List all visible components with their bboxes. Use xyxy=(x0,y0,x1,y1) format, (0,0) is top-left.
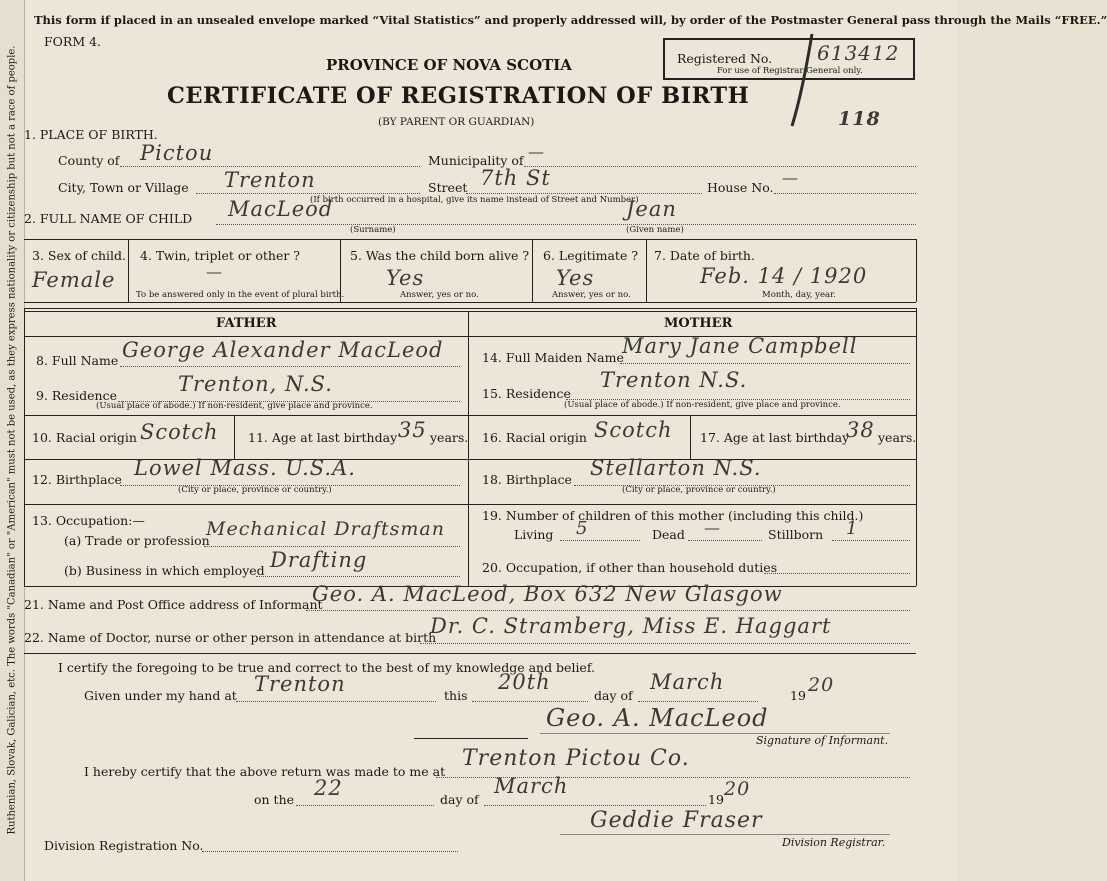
registered-number: 613412 xyxy=(817,41,900,65)
father-name: George Alexander MacLeod xyxy=(122,338,444,362)
page-title: CERTIFICATE OF REGISTRATION OF BIRTH xyxy=(167,83,750,109)
municipality-label: Municipality of xyxy=(428,153,524,168)
informant-signature-label: Signature of Informant. xyxy=(756,734,889,747)
child-given-name: Jean xyxy=(626,197,677,221)
county-value: Pictou xyxy=(140,141,214,165)
doctor-label: 22. Name of Doctor, nurse or other person in attendance at birth xyxy=(24,630,437,645)
alive-label: 5. Was the child born alive ? xyxy=(350,248,530,263)
mother-birthplace: Stellarton N.S. xyxy=(590,456,762,480)
pen-stroke-mark xyxy=(770,30,830,130)
house-label: House No. xyxy=(707,180,774,195)
hospital-note: (If birth occurred in a hospital, give its name instead of Street and Number) xyxy=(310,195,639,205)
certify-year-prefix: 19 xyxy=(790,688,806,703)
father-race: Scotch xyxy=(140,420,219,444)
registrar-statement: I hereby certify that the above return was made to me at xyxy=(84,764,446,779)
stillborn-label: Stillborn xyxy=(768,527,824,542)
registrar-on-the-label: on the xyxy=(254,792,295,807)
doctor-value: Dr. C. Stramberg, Miss E. Haggart xyxy=(430,614,832,638)
stillborn-value: 1 xyxy=(846,518,859,539)
father-birthplace: Lowel Mass. U.S.A. xyxy=(134,456,356,480)
father-trade-label: (a) Trade or profession xyxy=(64,533,210,548)
dob-note: Month, day, year. xyxy=(762,290,836,300)
legitimate-value: Yes xyxy=(556,266,595,290)
legitimate-note: Answer, yes or no. xyxy=(552,290,631,300)
informant-signature: Geo. A. MacLeod xyxy=(546,704,769,732)
alive-value: Yes xyxy=(386,266,425,290)
mother-children-label: 19. Number of children of this mother (including this child.) xyxy=(482,508,864,523)
given-under-label: Given under my hand at xyxy=(84,688,237,703)
mother-occupation-label: 20. Occupation, if other than household duties xyxy=(482,560,778,575)
street-value: 7th St xyxy=(480,166,551,190)
father-residence-note: (Usual place of abode.) If non-resident, give place and province. xyxy=(96,401,373,411)
father-business-label: (b) Business in which employed xyxy=(64,563,265,578)
registrar-month: March xyxy=(494,774,569,798)
place-of-birth-heading: 1. PLACE OF BIRTH. xyxy=(24,127,158,142)
mother-heading: MOTHER xyxy=(664,316,733,331)
living-value: 5 xyxy=(576,518,589,539)
legitimate-label: 6. Legitimate ? xyxy=(543,248,639,263)
father-birthplace-label: 12. Birthplace xyxy=(32,472,122,487)
mother-race-label: 16. Racial origin xyxy=(482,430,587,445)
informant-label: 21. Name and Post Office address of Informant xyxy=(24,597,323,612)
twin-note: To be answered only in the event of plural birth. xyxy=(136,290,345,300)
dead-value: — xyxy=(704,518,721,537)
county-label: County of xyxy=(58,153,120,168)
registrar-day-of-label: day of xyxy=(440,792,479,807)
informant-value: Geo. A. MacLeod, Box 632 New Glasgow xyxy=(312,582,783,606)
father-heading: FATHER xyxy=(216,316,277,331)
alive-note: Answer, yes or no. xyxy=(400,290,479,300)
mother-residence-note: (Usual place of abode.) If non-resident, give place and province. xyxy=(564,400,841,410)
twin-label: 4. Twin, triplet or other ? xyxy=(140,248,300,263)
province-heading: PROVINCE OF NOVA SCOTIA xyxy=(326,56,572,74)
given-note: (Given name) xyxy=(626,225,684,235)
father-residence: Trenton, N.S. xyxy=(178,372,333,396)
house-value: — xyxy=(782,168,799,187)
mother-residence: Trenton N.S. xyxy=(600,368,748,392)
child-surname: MacLeod xyxy=(228,197,334,221)
mother-years: years. xyxy=(878,430,917,445)
city-label: City, Town or Village xyxy=(58,180,189,195)
registrar-place: Trenton Pictou Co. xyxy=(462,746,690,771)
mother-age: 38 xyxy=(846,418,875,442)
mother-residence-label: 15. Residence xyxy=(482,386,571,401)
father-age: 35 xyxy=(398,418,427,442)
registrar-day: 22 xyxy=(314,776,343,800)
dead-label: Dead xyxy=(652,527,685,542)
registered-label: Registered No. xyxy=(677,51,773,66)
municipality-value: — xyxy=(528,142,545,161)
certify-year-suffix: 20 xyxy=(808,674,835,696)
certify-day: 20th xyxy=(498,670,551,694)
certify-statement: I certify the foregoing to be true and correct to the best of my knowledge and belief. xyxy=(58,660,595,675)
certify-month: March xyxy=(650,670,725,694)
living-label: Living xyxy=(514,527,554,542)
mother-birthplace-label: 18. Birthplace xyxy=(482,472,572,487)
child-name-label: 2. FULL NAME OF CHILD xyxy=(24,211,193,226)
father-years: years. xyxy=(430,430,469,445)
dob-value: Feb. 14 / 1920 xyxy=(700,264,868,288)
division-registration-label: Division Registration No. xyxy=(44,838,204,853)
postal-notice: This form if placed in an unsealed envelope marked “Vital Statistics” and properly addressed will, by order of the Postmaster General pass through the Mails “FREE.” xyxy=(34,13,1107,27)
page-subtitle: (BY PARENT OR GUARDIAN) xyxy=(378,116,535,128)
dob-label: 7. Date of birth. xyxy=(654,248,755,263)
registrar-year-prefix: 19 xyxy=(708,792,724,807)
father-occupation-label: 13. Occupation:— xyxy=(32,513,145,528)
sex-label: 3. Sex of child. xyxy=(32,248,127,263)
mother-age-label: 17. Age at last birthday xyxy=(700,430,850,445)
city-value: Trenton xyxy=(224,168,316,192)
mother-name-label: 14. Full Maiden Name xyxy=(482,350,624,365)
father-business: Drafting xyxy=(270,548,368,572)
side-instruction-text: Ruthenian, Slovak, Galician, etc. The words "Canadian" or "American" must not be used, as they express nationality or citizenship but not a race of people. xyxy=(6,45,18,835)
mother-birthplace-note: (City or place, province or country.) xyxy=(622,485,776,495)
father-name-label: 8. Full Name xyxy=(36,353,119,368)
father-age-label: 11. Age at last birthday xyxy=(248,430,398,445)
surname-note: (Surname) xyxy=(350,225,396,235)
certify-day-of-label: day of xyxy=(594,688,633,703)
mother-name: Mary Jane Campbell xyxy=(622,334,858,358)
father-birthplace-note: (City or place, province or country.) xyxy=(178,485,332,495)
registered-note: For use of Registrar General only. xyxy=(717,66,863,76)
certify-place: Trenton xyxy=(254,672,346,696)
twin-value: — xyxy=(206,262,223,281)
street-label: Street xyxy=(428,180,468,195)
certify-this-label: this xyxy=(444,688,468,703)
father-race-label: 10. Racial origin xyxy=(32,430,137,445)
corner-mark: 118 xyxy=(838,108,881,130)
form-number: FORM 4. xyxy=(44,34,102,49)
father-trade: Mechanical Draftsman xyxy=(206,518,445,540)
sex-value: Female xyxy=(32,268,116,292)
father-residence-label: 9. Residence xyxy=(36,388,117,403)
registrar-year-suffix: 20 xyxy=(724,778,751,800)
registrar-signature: Geddie Fraser xyxy=(590,808,763,833)
division-registrar-label: Division Registrar. xyxy=(782,836,886,849)
mother-race: Scotch xyxy=(594,418,673,442)
